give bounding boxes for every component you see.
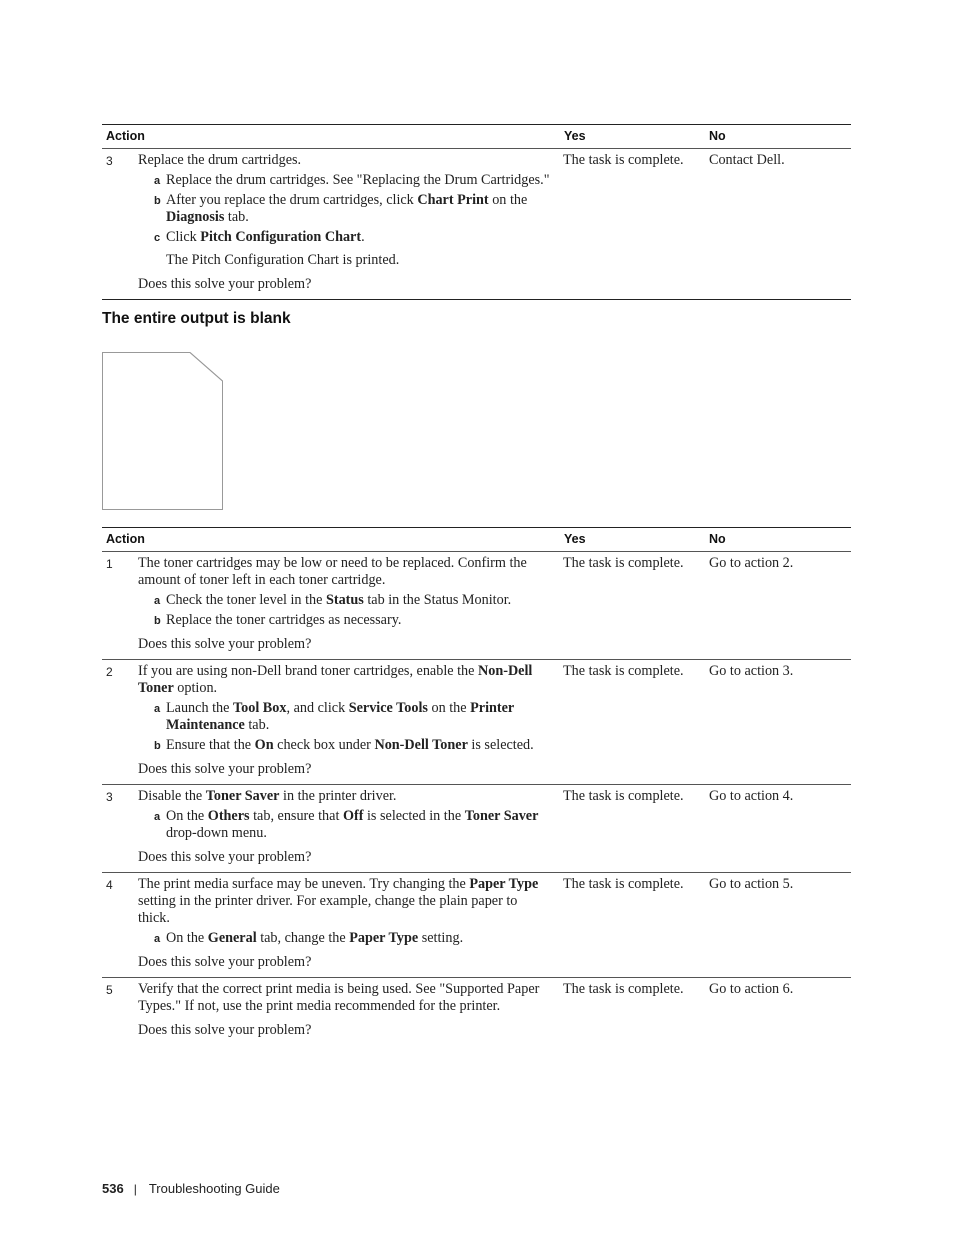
yes-cell: The task is complete. bbox=[563, 981, 684, 997]
no-cell: Go to action 4. bbox=[709, 788, 794, 804]
substep-b: b After you replace the drum cartridges, click Chart Print on the Diagnosis tab. bbox=[154, 192, 528, 225]
header-action: Action bbox=[106, 129, 145, 143]
substep-b: b Ensure that the On check box under Non-Dell Toner is selected. bbox=[154, 737, 534, 753]
substep-a: a Replace the drum cartridges. See "Replacing the Drum Cartridges." bbox=[154, 172, 550, 188]
substep-a: a On the Others tab, ensure that Off is selected in the Toner Saver drop-down menu. bbox=[154, 808, 539, 841]
table-header bbox=[102, 527, 851, 552]
row-action bbox=[138, 663, 552, 778]
no-cell: Go to action 2. bbox=[709, 555, 794, 571]
table-row bbox=[102, 978, 851, 1045]
blank-page-illustration bbox=[102, 352, 224, 511]
row-number: 3 bbox=[106, 790, 113, 804]
header-no: No bbox=[709, 129, 726, 143]
page-number: 536 bbox=[102, 1181, 124, 1196]
question: Does this solve your problem? bbox=[138, 636, 312, 652]
substep-b: b Replace the toner cartridges as necessary. bbox=[154, 612, 402, 628]
question: Does this solve your problem? bbox=[138, 761, 312, 777]
table-row bbox=[102, 552, 851, 660]
yes-cell: The task is complete. bbox=[563, 555, 684, 571]
action-table-top bbox=[102, 124, 851, 300]
row-number: 4 bbox=[106, 878, 113, 892]
row-number: 1 bbox=[106, 557, 113, 571]
yes-cell: The task is complete. bbox=[563, 152, 684, 168]
table-header bbox=[102, 124, 851, 149]
no-cell: Go to action 5. bbox=[709, 876, 794, 892]
page-outline bbox=[103, 353, 223, 510]
result-note: The Pitch Configuration Chart is printed. bbox=[166, 252, 400, 268]
yes-cell: The task is complete. bbox=[563, 788, 684, 804]
footer-separator: | bbox=[133, 1182, 137, 1196]
header-no: No bbox=[709, 532, 726, 546]
action-lead: The toner cartridges may be low or need to be replaced. Confirm the amount of toner left in each toner cartridge. bbox=[138, 555, 527, 588]
row-action bbox=[138, 152, 552, 293]
substep-c: c Click Pitch Configuration Chart. bbox=[154, 229, 365, 245]
row-action bbox=[138, 788, 552, 866]
no-cell: Go to action 6. bbox=[709, 981, 794, 997]
yes-cell: The task is complete. bbox=[563, 876, 684, 892]
header-action: Action bbox=[106, 532, 145, 546]
question: Does this solve your problem? bbox=[138, 849, 312, 865]
substep-a: a Launch the Tool Box, and click Service Tools on the Printer Maintenance tab. bbox=[154, 700, 514, 733]
yes-cell: The task is complete. bbox=[563, 663, 684, 679]
no-cell: Contact Dell. bbox=[709, 152, 785, 168]
row-number: 2 bbox=[106, 665, 113, 679]
page-footer bbox=[102, 1181, 280, 1196]
table-row bbox=[102, 149, 851, 300]
substep-a: a On the General tab, change the Paper Type setting. bbox=[154, 930, 464, 946]
header-yes: Yes bbox=[564, 129, 586, 143]
row-action bbox=[138, 981, 552, 1039]
section-heading: The entire output is blank bbox=[102, 310, 291, 327]
action-lead: Replace the drum cartridges. bbox=[138, 152, 302, 168]
row-action bbox=[138, 876, 552, 971]
action-lead: The print media surface may be uneven. Try changing the Paper Type setting in the printer driver. For example, change the plain paper to thick. bbox=[138, 876, 539, 926]
question: Does this solve your problem? bbox=[138, 276, 312, 292]
substep-a: a Check the toner level in the Status tab in the Status Monitor. bbox=[154, 592, 512, 608]
action-table-blank-output bbox=[102, 527, 851, 1045]
action-lead: If you are using non-Dell brand toner cartridges, enable the Non-Dell Toner option. bbox=[138, 663, 533, 696]
footer-title: Troubleshooting Guide bbox=[148, 1181, 280, 1196]
no-cell: Go to action 3. bbox=[709, 663, 794, 679]
table-row bbox=[102, 873, 851, 978]
row-number: 5 bbox=[106, 983, 113, 997]
action-lead: Disable the Toner Saver in the printer driver. bbox=[138, 788, 397, 804]
action-lead: Verify that the correct print media is being used. See "Supported Paper Types." If not, use the print media recommended for the printer. bbox=[138, 981, 540, 1014]
header-yes: Yes bbox=[564, 532, 586, 546]
question: Does this solve your problem? bbox=[138, 1022, 312, 1038]
row-number: 3 bbox=[106, 154, 113, 168]
row-action bbox=[138, 555, 552, 653]
table-row bbox=[102, 660, 851, 785]
question: Does this solve your problem? bbox=[138, 954, 312, 970]
table-row bbox=[102, 785, 851, 873]
